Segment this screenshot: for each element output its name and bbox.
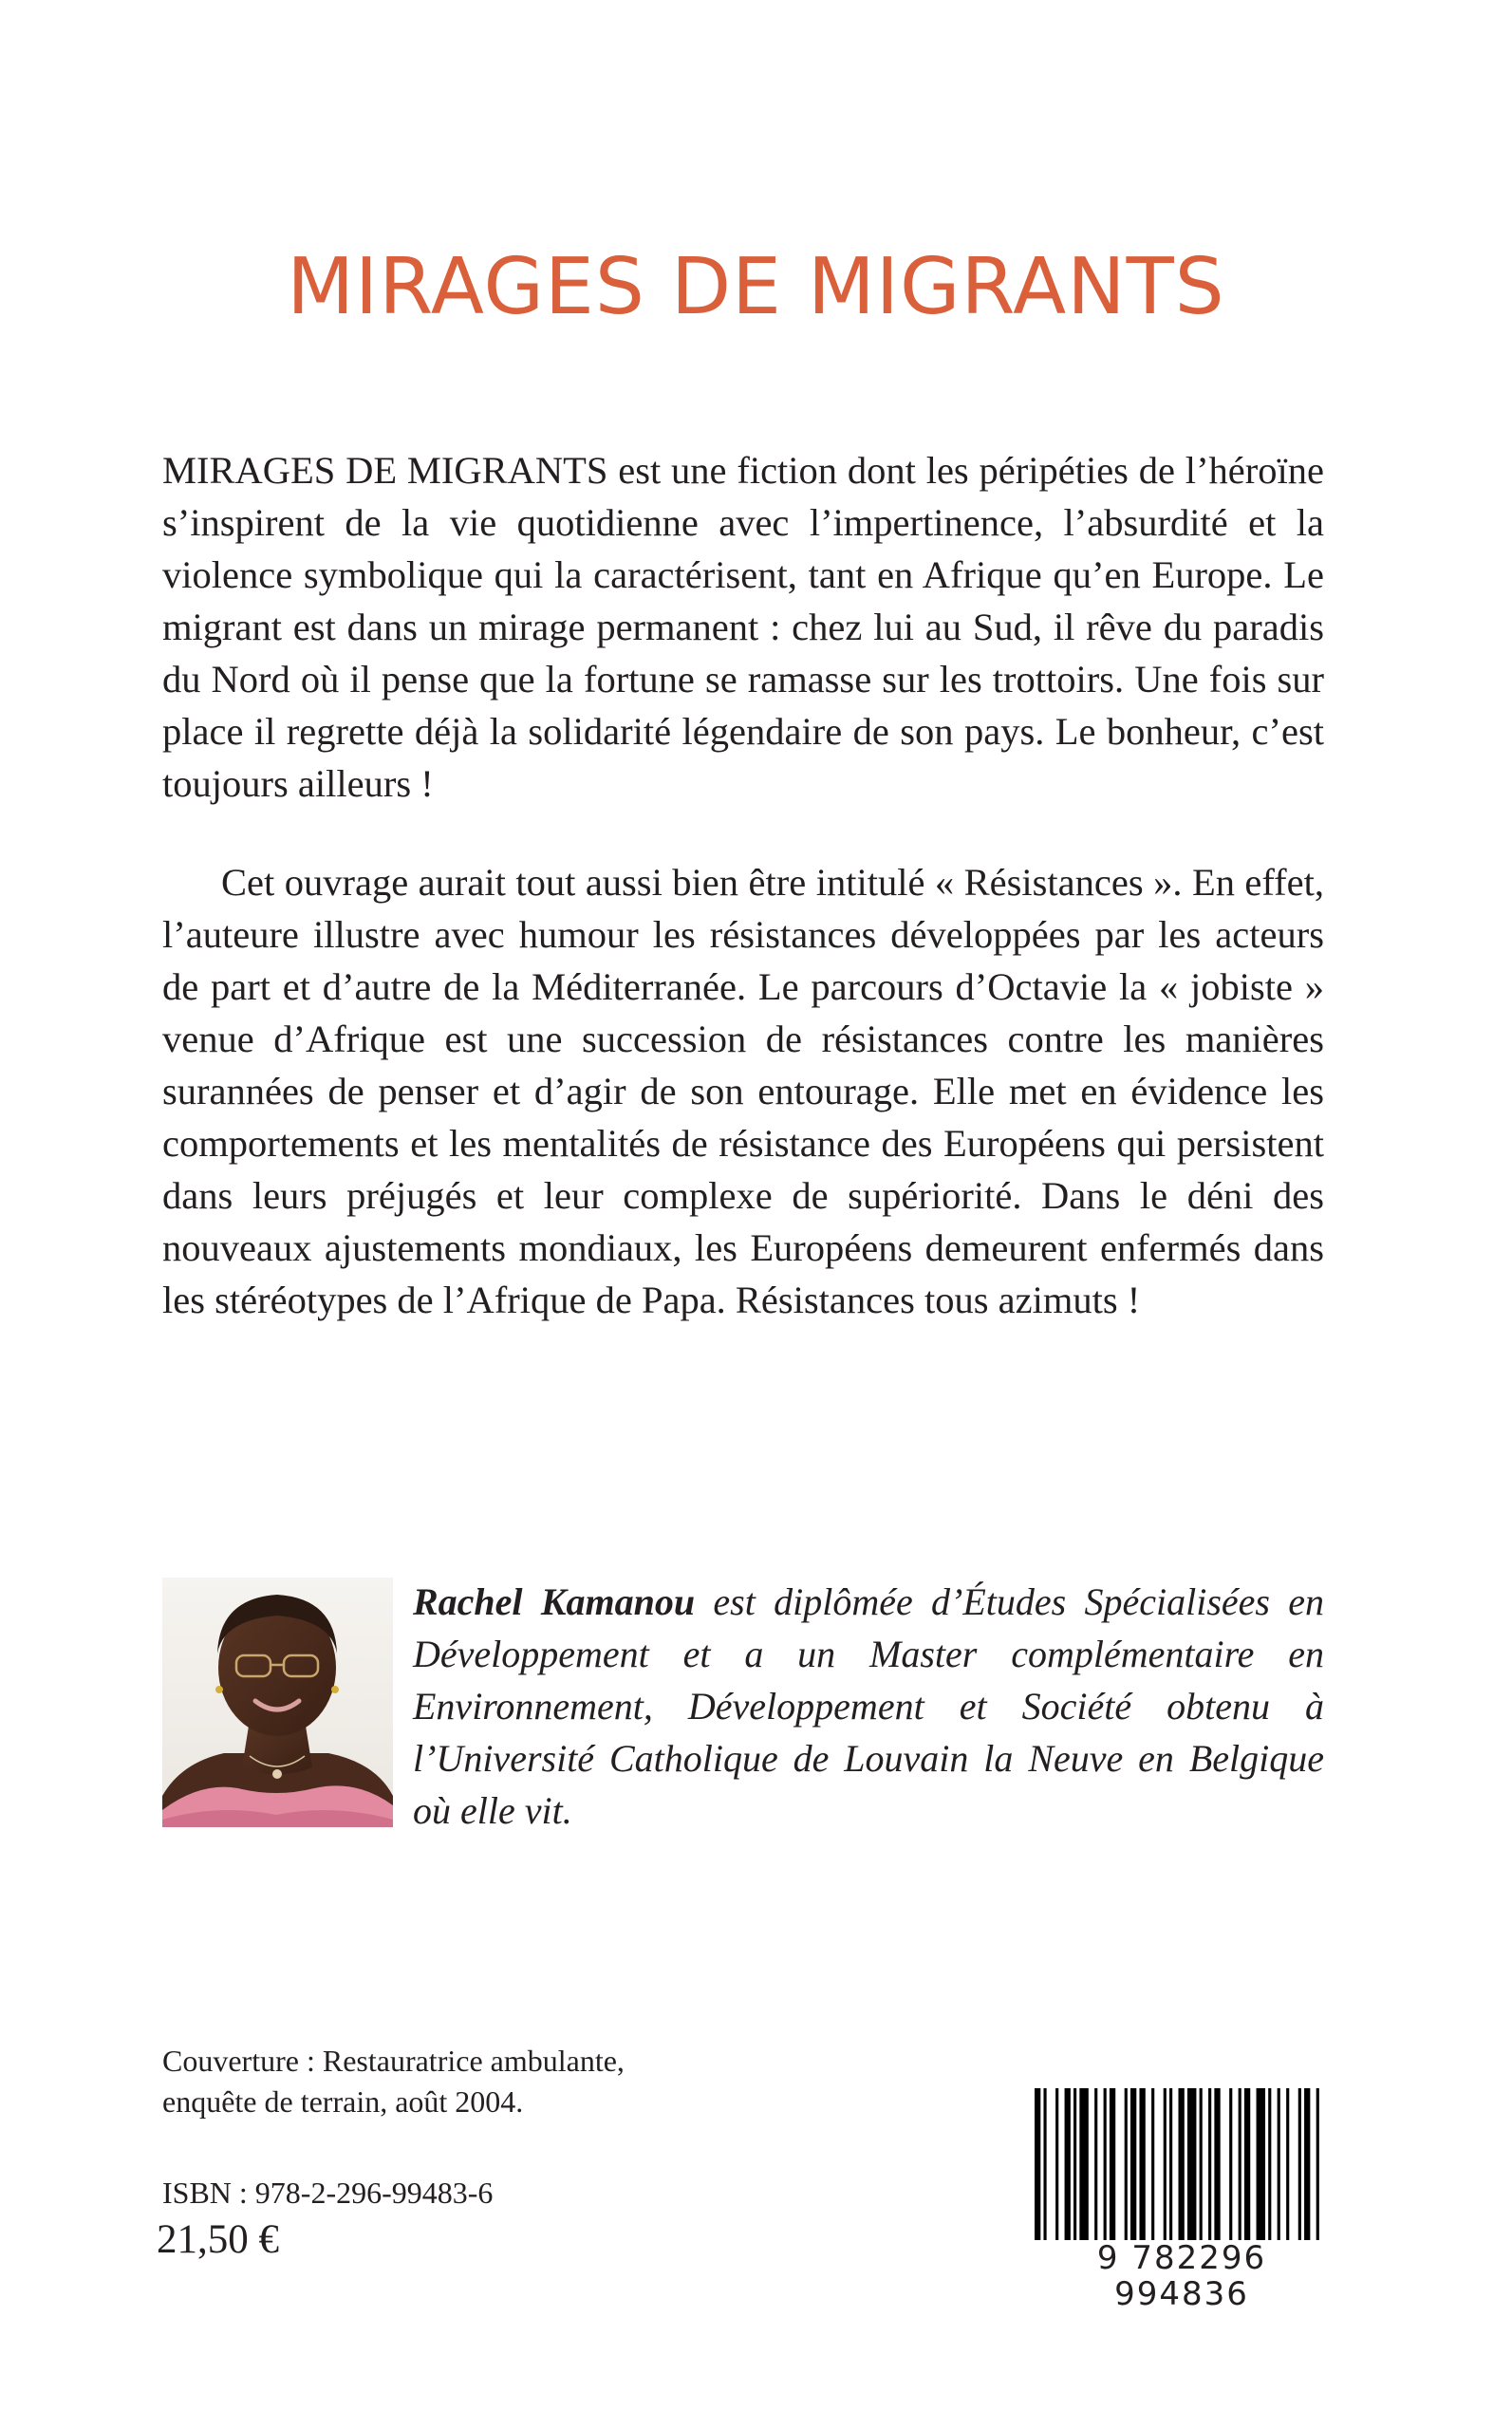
book-title: MIRAGES DE MIGRANTS [287,242,1225,332]
blurb-paragraph-2 [162,856,1324,1326]
blurb-paragraph-1 [162,444,1324,810]
blurb-text-1: MIRAGES DE MIGRANTS est une fiction dont les péripéties de l’héroïne s’inspirent de la vie quotidienne avec l’impertinence, l’absurdité et la violence symbolique qui la caractérisent, tant en Afrique qu’en Europe. Le migrant est dans un mirage permanent : chez lui au Sud, il rêve du paradis du Nord où il pense que la fortune se ramasse sur les trottoirs. Une fois sur place il regrette déjà la solidarité légendaire de son pays. Le bonheur, c’est toujours ailleurs ! [162,449,1324,805]
price: 21,50 € [157,2217,279,2262]
barcode-digits: 9 782296 994836 [1030,2240,1334,2312]
author-name: Rachel Kamanou [413,1580,696,1623]
cover-credit-line-2: enquête de terrain, août 2004. [162,2084,524,2119]
isbn: ISBN : 978-2-296-99483-6 [162,2176,494,2210]
cover-credit-line-1: Couverture : Restauratrice ambulante, [162,2044,625,2078]
author-photo [162,1578,393,1827]
blurb-text-2: Cet ouvrage aurait tout aussi bien être intitulé « Résistances ». En effet, l’auteure illustre avec humour les résistances développées par les acteurs de part et d’autre de la Méditerranée. Le parcours d’Octavie la « jobiste » venue d’Afrique est une succession de résistances contre les manières surannées de penser et d’agir de son entourage. Elle met en évidence les comportements et les mentalités de résistance des Européens qui persistent dans leurs préjugés et leur complexe de supériorité. Dans le déni des nouveaux ajustements mondiaux, les Européens demeurent enfermés dans les stéréotypes de l’Afrique de Papa. Résistances tous azimuts ! [162,861,1324,1321]
author-bio-text: est diplômée d’Études Spécialisées en Développement et a un Master complémentaire en Environnement, Développement et Société obtenu à l’Université Catholique de Louvain la Neuve en Belgique où elle vit. [413,1580,1325,1832]
author-portrait-image [162,1578,393,1827]
author-bio [413,1576,1324,1837]
cover-credit [162,2041,827,2122]
